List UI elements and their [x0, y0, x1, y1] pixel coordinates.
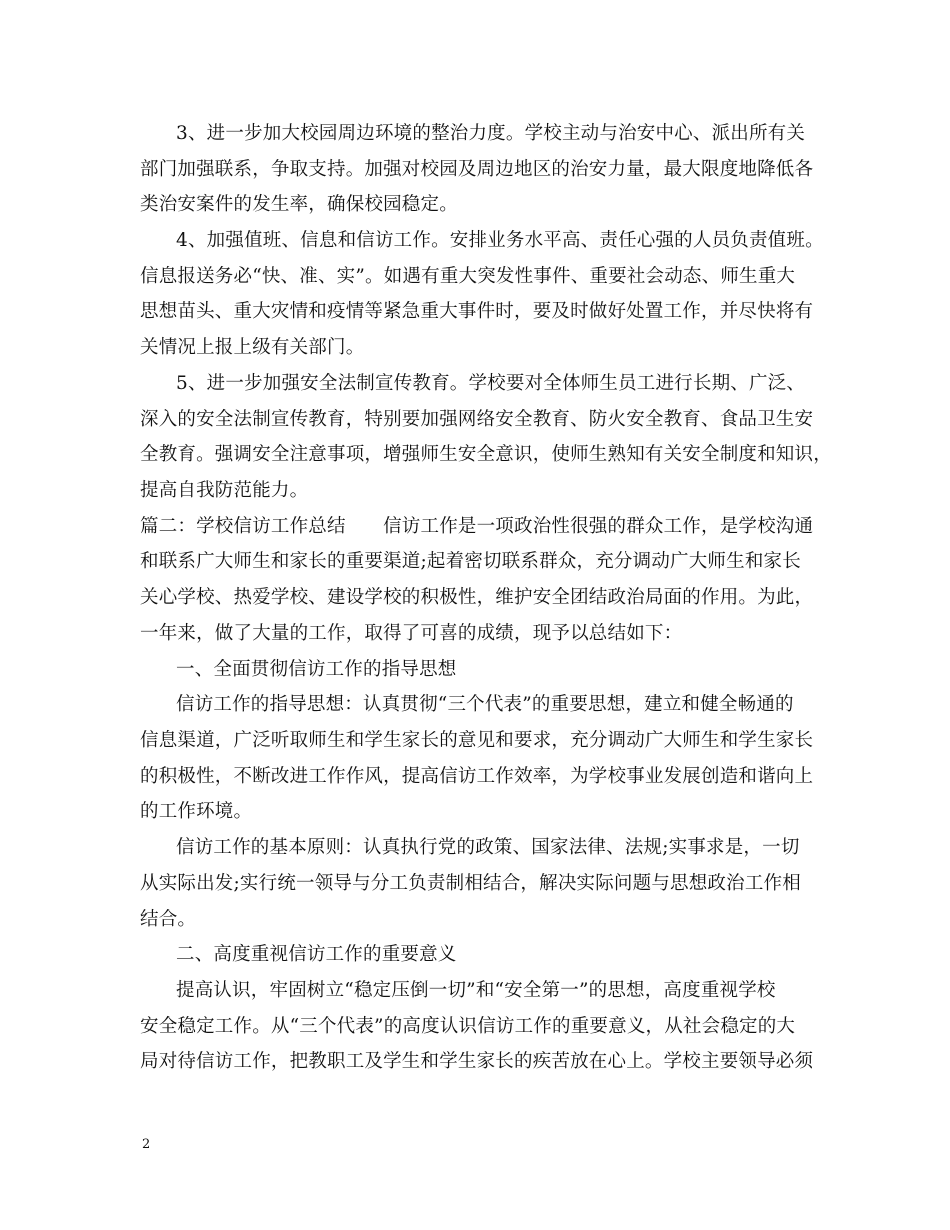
text-line: 3、进一步加大校园周边环境的整治力度。学校主动与治安中心、派出所有关: [176, 123, 806, 144]
text-line: 信访工作的基本原则：认真执行党的政策、国家法律、法规;实事求是，一切: [176, 837, 800, 858]
text-line: 局对待信访工作，把教职工及学生和学生家长的疾苦放在心上。学校主要领导必须: [140, 1051, 814, 1072]
subheading: 一、全面贯彻信访工作的指导思想: [176, 659, 457, 680]
text-line: 的工作环境。: [140, 801, 253, 822]
text-line: 关情况上报上级有关部门。: [140, 337, 365, 358]
text-line: 深入的安全法制宣传教育，特别要加强网络安全教育、防火安全教育、食品卫生安: [140, 409, 814, 430]
text-line: 一年来，做了大量的工作，取得了可喜的成绩，现予以总结如下：: [140, 623, 683, 644]
page-number: 2: [142, 1137, 151, 1152]
text-line: 从实际出发;实行统一领导与分工负责制相结合，解决实际问题与思想政治工作相: [140, 873, 801, 894]
text-line: 4、加强值班、信息和信访工作。安排业务水平高、责任心强的人员负责值班。: [176, 230, 824, 251]
subheading: 二、高度重视信访工作的重要意义: [176, 944, 457, 965]
text-line: 全教育。强调安全注意事项，增强师生安全意识，使师生熟知有关安全制度和知识，: [140, 444, 832, 465]
text-line: 和联系广大师生和家长的重要渠道;起着密切联系群众，充分调动广大师生和家长: [140, 551, 801, 572]
text-line: 思想苗头、重大灾情和疫情等紧急重大事件时，要及时做好处置工作，并尽快将有: [140, 301, 814, 322]
text-line: 部门加强联系，争取支持。加强对校园及周边地区的治安力量，最大限度地降低各: [140, 159, 814, 180]
text-line: 提高自我防范能力。: [140, 480, 309, 501]
text-line: 关心学校、热爱学校、建设学校的积极性，维护安全团结政治局面的作用。为此，: [140, 587, 814, 608]
text-line: 类治安案件的发生率，确保校园稳定。: [140, 194, 458, 215]
text-line: 信息渠道，广泛听取师生和学生家长的意见和要求，充分调动广大师生和学生家长: [140, 730, 814, 751]
text-line: 的积极性，不断改进工作作风，提高信访工作效率，为学校事业发展创造和谐向上: [140, 766, 814, 787]
text-line: 提高认识，牢固树立“稳定压倒一切”和“安全第一”的思想，高度重视学校: [176, 980, 776, 1001]
text-line: 安全稳定工作。从“三个代表”的高度认识信访工作的重要意义，从社会稳定的大: [140, 1016, 796, 1037]
text-line: 信息报送务必“快、准、实”。如遇有重大突发性事件、重要社会动态、师生重大: [140, 266, 796, 287]
text-line: 5、进一步加强安全法制宣传教育。学校要对全体师生员工进行长期、广泛、: [176, 373, 806, 394]
text-line: 结合。: [140, 909, 197, 930]
text-line: 信访工作的指导思想：认真贯彻“三个代表”的重要思想，建立和健全畅通的: [176, 694, 794, 715]
section-heading-line: 篇二：学校信访工作总结 信访工作是一项政治性很强的群众工作，是学校沟通: [140, 516, 814, 537]
